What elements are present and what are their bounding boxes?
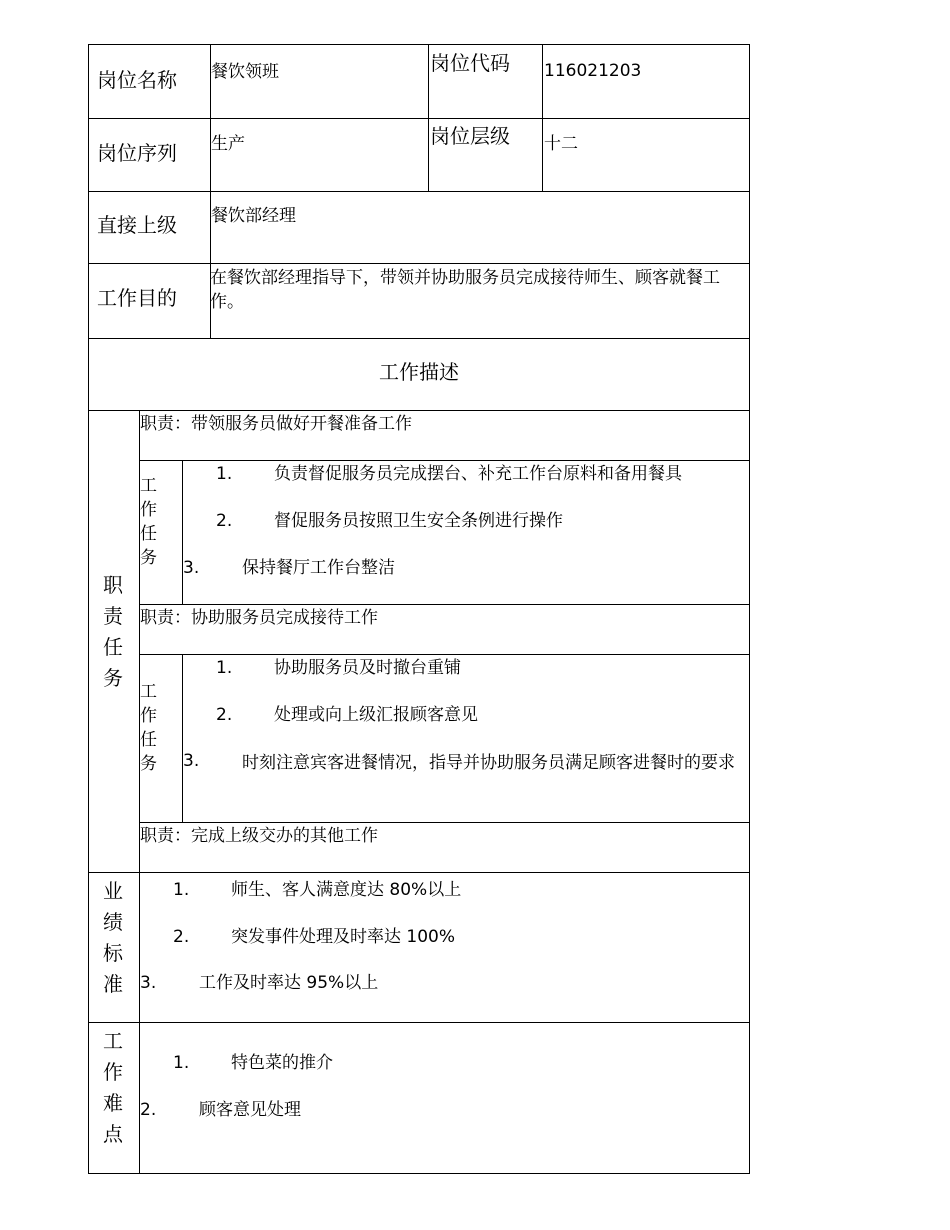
duty-1-task-1-num: 1.: [216, 464, 233, 484]
duty-1-title: 职责：带领服务员做好开餐准备工作: [140, 414, 412, 434]
duty-2-title: 职责：协助服务员完成接待工作: [140, 608, 378, 628]
difficulty-2-text: 顾客意见处理: [199, 1100, 301, 1120]
column-divider: [182, 654, 183, 822]
performance-3-num: 3.: [140, 973, 157, 993]
supervisor-value: 餐饮部经理: [211, 206, 296, 226]
performance-1-num: 1.: [173, 880, 190, 900]
performance-side-label: 业绩标准: [103, 879, 123, 996]
level-label: 岗位层级: [430, 124, 510, 148]
section-title: 工作描述: [379, 360, 459, 384]
duty-1-task-2-num: 2.: [216, 511, 233, 531]
purpose-value: 在餐饮部经理指导下，带领并协助服务员完成接待师生、顾客就餐工作。: [210, 268, 720, 312]
difficulties-side-label: 工作难点: [103, 1029, 123, 1146]
duty-2-task-2-num: 2.: [216, 705, 233, 725]
row-divider: [88, 1022, 750, 1023]
level-value: 十二: [544, 134, 578, 154]
row-divider: [139, 460, 750, 461]
duty-1-task-3-text: 保持餐厅工作台整洁: [242, 558, 395, 578]
performance-2-num: 2.: [173, 927, 190, 947]
duty-1-task-3-num: 3.: [183, 558, 200, 578]
tasks-label: 工作任务: [140, 476, 157, 568]
difficulty-1-num: 1.: [173, 1053, 190, 1073]
position-code-value: 116021203: [544, 61, 642, 81]
column-divider: [182, 460, 183, 604]
row-divider: [139, 822, 750, 823]
row-divider: [139, 654, 750, 655]
duty-1-task-2-text: 督促服务员按照卫生安全条例进行操作: [274, 511, 563, 531]
row-divider: [88, 410, 750, 411]
duty-2-task-1-num: 1.: [216, 658, 233, 678]
row-divider: [88, 263, 750, 264]
performance-1-text: 师生、客人满意度达 80%以上: [231, 880, 462, 900]
performance-2-text: 突发事件处理及时率达 100%: [231, 927, 456, 947]
row-divider: [88, 872, 750, 873]
column-divider: [428, 44, 429, 191]
purpose-label: 工作目的: [97, 286, 177, 310]
duties-side-label: 职责任务: [103, 573, 123, 690]
position-name-value: 餐饮领班: [211, 62, 279, 82]
performance-3-text: 工作及时率达 95%以上: [199, 973, 379, 993]
duty-2-task-2-text: 处理或向上级汇报顾客意见: [274, 705, 478, 725]
position-name-label: 岗位名称: [97, 68, 177, 92]
supervisor-label: 直接上级: [97, 213, 177, 237]
sequence-value: 生产: [211, 134, 245, 154]
duty-2-task-1-text: 协助服务员及时撤台重铺: [274, 658, 461, 678]
row-divider: [88, 338, 750, 339]
duty-3-title: 职责：完成上级交办的其他工作: [140, 826, 378, 846]
row-divider: [139, 604, 750, 605]
duty-2-task-3-num: 3.: [183, 751, 200, 771]
difficulty-2-num: 2.: [140, 1100, 157, 1120]
tasks-label: 工作任务: [140, 682, 157, 774]
difficulty-1-text: 特色菜的推介: [231, 1053, 333, 1073]
row-divider: [88, 191, 750, 192]
column-divider: [542, 44, 543, 191]
duty-2-task-3-text: 时刻注意宾客进餐情况，指导并协助服务员满足顾客进餐时的要求: [242, 753, 735, 773]
row-divider: [88, 118, 750, 119]
position-code-label: 岗位代码: [430, 51, 510, 75]
duty-1-task-1-text: 负责督促服务员完成摆台、补充工作台原料和备用餐具: [274, 464, 682, 484]
sequence-label: 岗位序列: [97, 141, 177, 165]
